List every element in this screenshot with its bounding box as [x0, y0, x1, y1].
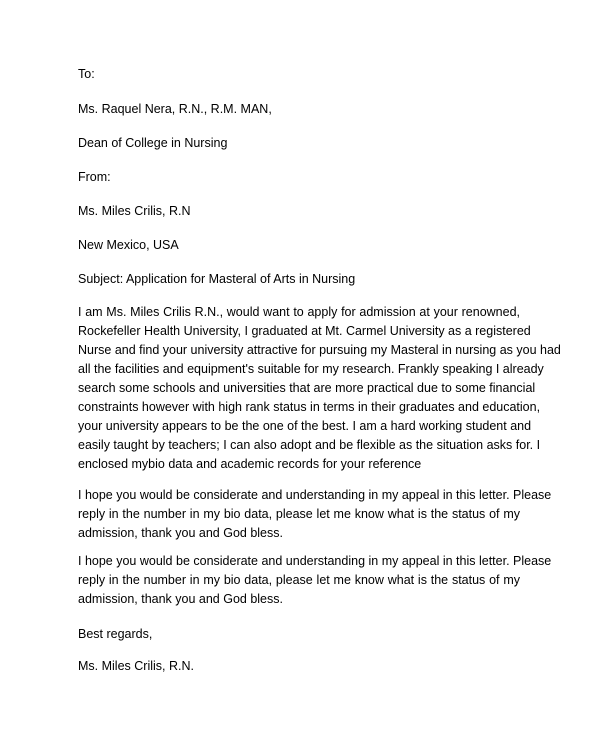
paragraph-line: enclosed mybio data and academic records for your reference — [78, 457, 422, 471]
paragraph-line: reply in the number in my bio data, please let me know what is the status of my — [78, 573, 520, 587]
sender-name: Ms. Miles Crilis, R.N — [78, 204, 191, 218]
paragraph-line: your university appears to be the one of the best. I am a hard working student and — [78, 419, 532, 433]
subject-line: Subject: Application for Masteral of Arts in Nursing — [78, 272, 356, 286]
paragraph-line: search some schools and universities that are more practical due to some financial — [78, 381, 536, 395]
paragraph-line: reply in the number in my bio data, please let me know what is the status of my — [78, 507, 520, 521]
paragraph-line: easily taught by teachers; I can also adopt and be flexible as the situation asks for. I — [78, 438, 541, 452]
paragraph-line: I hope you would be considerate and understanding in my appeal in this letter. Please — [78, 554, 552, 568]
recipient-name: Ms. Raquel Nera, R.N., R.M. MAN, — [78, 102, 272, 116]
paragraph-line: Nurse and find your university attractive for pursuing my Masteral in nursing as you had — [78, 343, 561, 357]
paragraph-line: I am Ms. Miles Crilis R.N., would want to apply for admission at your renowned, — [78, 305, 520, 319]
sender-location: New Mexico, USA — [78, 238, 179, 252]
body-paragraph-1 — [78, 303, 561, 474]
recipient-title: Dean of College in Nursing — [78, 136, 228, 150]
paragraph-line: all the facilities and equipment's suitable for my research. Frankly speaking I already — [78, 362, 544, 376]
body-paragraph-2 — [78, 486, 552, 543]
paragraph-line: I hope you would be considerate and understanding in my appeal in this letter. Please — [78, 488, 552, 502]
paragraph-line: Rockefeller Health University, I graduated at Mt. Carmel University as a registered — [78, 324, 531, 338]
paragraph-line: constraints however with high rank status in terms in their graduates and education, — [78, 400, 541, 414]
paragraph-line: admission, thank you and God bless. — [78, 592, 283, 606]
paragraph-line: admission, thank you and God bless. — [78, 526, 283, 540]
closing: Best regards, — [78, 627, 153, 641]
to-label: To: — [78, 67, 95, 81]
from-label: From: — [78, 170, 111, 184]
signature-name: Ms. Miles Crilis, R.N. — [78, 659, 194, 673]
body-paragraph-3 — [78, 552, 552, 609]
